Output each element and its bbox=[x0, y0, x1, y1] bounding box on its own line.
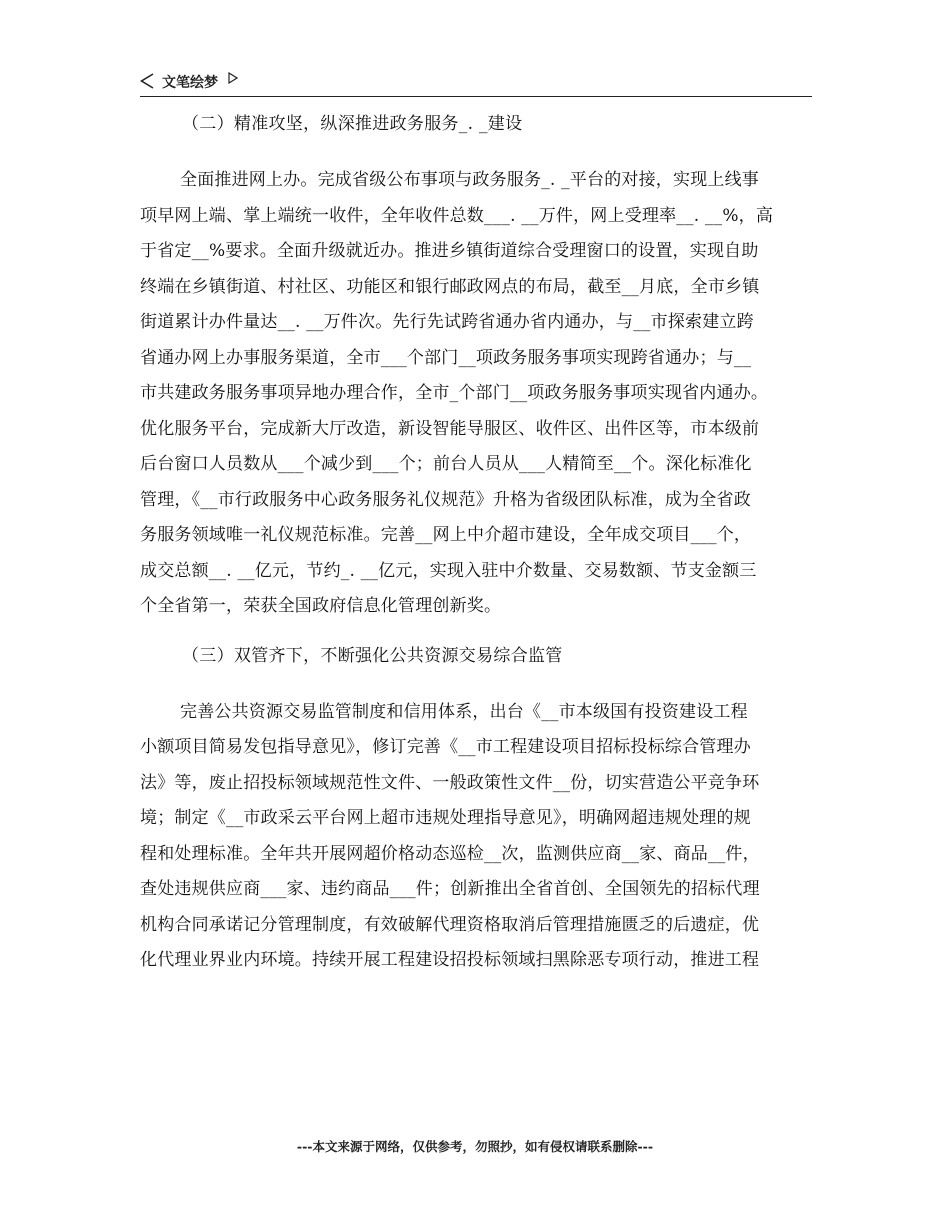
paragraph-line: 完善公共资源交易监管制度和信用体系，出台《__市本级国有投资建设工程 bbox=[180, 701, 748, 722]
paragraph-line: 项早网上端、掌上端统一收件，全年收件总数___. __万件，网上受理率__. __%，高 bbox=[140, 205, 774, 226]
paragraph-line: 终端在乡镇街道、村社区、功能区和银行邮政网点的布局，截至__月底，全市乡镇 bbox=[140, 276, 760, 297]
paragraph-line: 化代理业界业内环境。持续开展工程建设招投标领域扫黑除恶专项行动，推进工程 bbox=[140, 950, 760, 970]
page-header bbox=[140, 68, 812, 97]
triangle-right-outline-icon bbox=[228, 72, 238, 84]
paragraph-line: 省通办网上办事服务渠道，全市___个部门__项政务服务事项实现跨省通办；与__ bbox=[140, 347, 752, 368]
paragraph-line: 全面推进网上办。完成省级公布事项与政务服务_. _平台的对接，实现上线事 bbox=[180, 170, 760, 190]
paragraph bbox=[140, 695, 812, 979]
paragraph-line: 后台窗口人员数从___个减少到___个；前台人员从___人精简至__个。深化标准化 bbox=[140, 454, 752, 474]
page-footer: ---本文来源于网络，仅供参考，勿照抄，如有侵权请联系删除--- bbox=[296, 1139, 654, 1154]
paragraph-line: 法》等，废止招投标领域规范性文件、一般政策性文件__份，切实营造公平竞争环 bbox=[140, 772, 760, 793]
paragraph-line: 个全省第一，荣获全国政府信息化管理创新奖。 bbox=[140, 596, 502, 616]
paragraph-line: 管理，《__市行政服务中心政务服务礼仪规范》升格为省级团队标准，成为全省政 bbox=[140, 489, 751, 510]
section-heading: （三）双管齐下，不断强化公共资源交易综合监管 bbox=[182, 645, 563, 666]
paragraph-line: 优化服务平台，完成新大厅改造，新设智能导服区、收件区、出件区等，市本级前 bbox=[140, 418, 760, 439]
paragraph-line: 小额项目简易发包指导意见》，修订完善《__市工程建设项目招标投标综合管理办 bbox=[140, 737, 751, 757]
paragraph bbox=[140, 163, 812, 625]
triangle-left-outline-icon bbox=[140, 73, 154, 89]
document-body bbox=[140, 113, 812, 979]
section-heading: （二）精准攻坚，纵深推进政务服务_. _建设 bbox=[182, 114, 523, 134]
paragraph-line: 于省定__%要求。全面升级就近办。推进乡镇街道综合受理窗口的设置，实现自助 bbox=[140, 241, 759, 261]
paragraph-line: 街道累计办件量达__. __万件次。先行先试跨省通办省内通办，与__市探索建立跨 bbox=[140, 312, 754, 332]
paragraph-line: 务服务领域唯一礼仪规范标准。完善__网上中介超市建设，全年成交项目___个， bbox=[140, 525, 752, 545]
paragraph-line: 市共建政务服务事项异地办理合作，全市_个部门__项政务服务事项实现省内通办。 bbox=[140, 383, 769, 403]
paragraph-line: 境；制定《__市政采云平台网上超市违规处理指导意见》，明确网超违规处理的规 bbox=[140, 808, 751, 828]
paragraph-line: 成交总额__. __亿元，节约_. __亿元，实现入驻中介数量、交易数额、节支金额三 bbox=[140, 560, 757, 581]
header-title: 文笔绘梦 bbox=[162, 75, 218, 91]
paragraph-line: 查处违规供应商___家、违约商品___件；创新推出全省首创、全国领先的招标代理 bbox=[140, 879, 760, 899]
paragraph-line: 程和处理标准。全年共开展网超价格动态巡检__次，监测供应商__家、商品__件， bbox=[140, 843, 760, 864]
paragraph-line: 机构合同承诺记分管理制度，有效破解代理资格取消后管理措施匮乏的后遗症，优 bbox=[140, 914, 760, 935]
